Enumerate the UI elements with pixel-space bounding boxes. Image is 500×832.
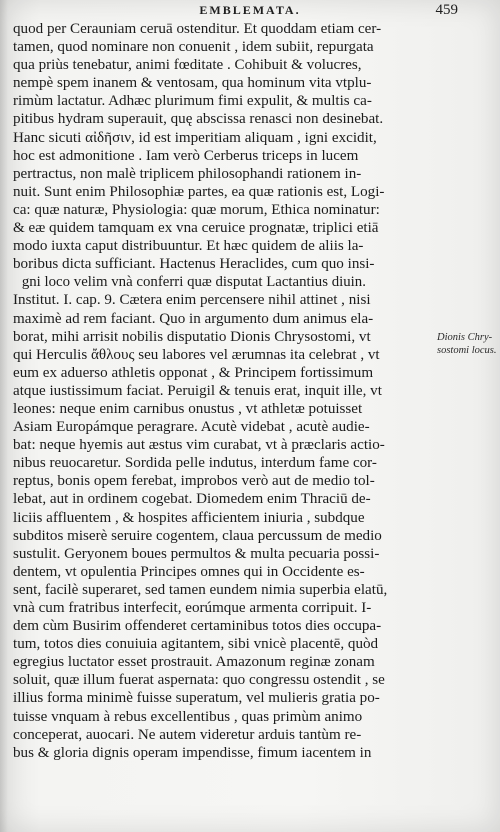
text-line: rimùm lactatur. Adhæc plurimum fimi expulit, & multis ca- <box>13 93 372 110</box>
page-number: 459 <box>435 2 458 18</box>
text-line: pertractus, non malè triplicem philosophandi rationem in- <box>13 165 362 182</box>
text-line: hoc est admonitione . Iam verò Cerberus triceps in lucem <box>13 147 359 164</box>
text-line: egregius luctator esset prostrauit. Amazonum reginæ zonam <box>13 654 375 671</box>
text-line: quod per Cerauniam ceruā ostenditur. Et quoddam etiam cer- <box>13 21 382 37</box>
text-line: lebat, aut in ordinem cogebat. Diomedem enim Thraciū de- <box>13 491 371 508</box>
text-line: qui Herculis ἄθλους seu labores vel ærumnas ita celebrat , vt <box>13 346 380 363</box>
text-line: bat: neque hyemis aut æstus vim curabat, vt à præclaris actio- <box>13 437 385 454</box>
text-line: sent, facilè superaret, sed tamen eundem nimia superbia elatū, <box>13 581 388 598</box>
text-line: Asiam Europámque peragrare. Acutè videbat , acutè audie- <box>13 419 370 436</box>
margin-note <box>437 331 499 357</box>
text-line: nibus reuocaretur. Sordida pelle indutus, interdum fame cor- <box>13 455 377 472</box>
text-line: tuisse vnquam à rebus excellentibus , quas primùm animo <box>13 708 363 725</box>
running-head: EMBLEMATA. <box>199 3 301 17</box>
text-line: sustulit. Geryonem boues permultos & multa pecuaria possi- <box>13 545 380 562</box>
text-line: conceperat, auocari. Ne autem videretur arduis tantùm re- <box>13 726 362 743</box>
margin-note-line: sostomi locus. <box>437 345 497 356</box>
text-line: vnà cum fratribus interfecit, eorúmque armenta corripuit. I- <box>13 600 372 616</box>
text-line: gni loco velim vnà conferri quæ disputat Lactantius diuin. <box>21 274 366 291</box>
body-text <box>13 20 433 762</box>
text-line: tamen, quod nominare non conuenit , idem subiit, repurgata <box>13 39 374 56</box>
text-line: soluit, quæ illum fuerat aspernata: quo congressu ostendit , se <box>13 672 385 689</box>
text-line: modo iuxta caput distribuuntur. Et hæc quidem de aliis la- <box>13 238 364 255</box>
text-line: maximè ad rem faciant. Quo in argumento dum animus ela- <box>13 310 374 327</box>
text-line: boribus dicta sufficiant. Hactenus Heraclides, cum quo insi- <box>13 256 375 273</box>
text-line: Hanc sicuti αἰδῆσιν, id est imperitiam aliquam , igni excidit, <box>13 129 377 146</box>
text-line: pitibus hydram superauit, quę abscissa renasci non desinebat. <box>13 111 384 128</box>
text-line: dentem, vt opulentia Principes omnes qui in Occidente es- <box>13 563 365 580</box>
text-line: eum ex aduerso athletis opponat , & Principem fortissimum <box>13 364 374 381</box>
text-line: borat, mihi arrisit nobilis disputatio Dionis Chrysostomi, vt <box>13 328 371 345</box>
margin-note-line: Dionis Chry- <box>437 332 493 343</box>
text-line: reptus, bonis opem ferebat, improbos verò aut de medio tol- <box>13 473 375 490</box>
text-line: tum, totos dies conuiuia agitantem, sibi vnicè placentē, quòd <box>13 636 379 653</box>
text-line: & eæ quidem tamquam ex vna ceruice prognatæ, triplici etiā <box>13 220 379 237</box>
text-line: dem cùm Busirim offenderet certaminibus totos dies occupa- <box>13 618 382 635</box>
text-line: leones: neque enim carnibus onustus , vt athletæ potuisset <box>13 400 363 417</box>
text-line: bus & gloria dignis operam impendisse, fimum iacentem in <box>13 744 372 761</box>
text-line: nuit. Sunt enim Philosophiæ partes, ea quæ rationis est, Logi- <box>13 183 385 200</box>
gutter-shadow <box>0 0 8 832</box>
text-line: qua priùs tenebatur, animi fœditate . Cohibuit & volucres, <box>13 57 362 74</box>
text-line: liciis affluentem , & hospites afficientem iniuria , subdque <box>13 509 365 526</box>
text-line: Institut. I. cap. 9. Cætera enim percensere nihil attinet , nisi <box>13 292 371 309</box>
text-line: atque iustissimum faciat. Peruigil & tenuis erat, inquit ille, vt <box>13 382 382 399</box>
text-line: subditos miserè seruire cogentem, claua percussum de medio <box>13 527 382 544</box>
text-line: illius forma minimè fuisse superatum, vel mulieris gratia po- <box>13 690 380 707</box>
text-line: nempè spem inanem & ventosam, qua hominum vita vtplu- <box>13 75 372 92</box>
text-line: ca: quæ naturæ, Physiologia: quæ morum, Ethica nominatur: <box>13 201 380 218</box>
